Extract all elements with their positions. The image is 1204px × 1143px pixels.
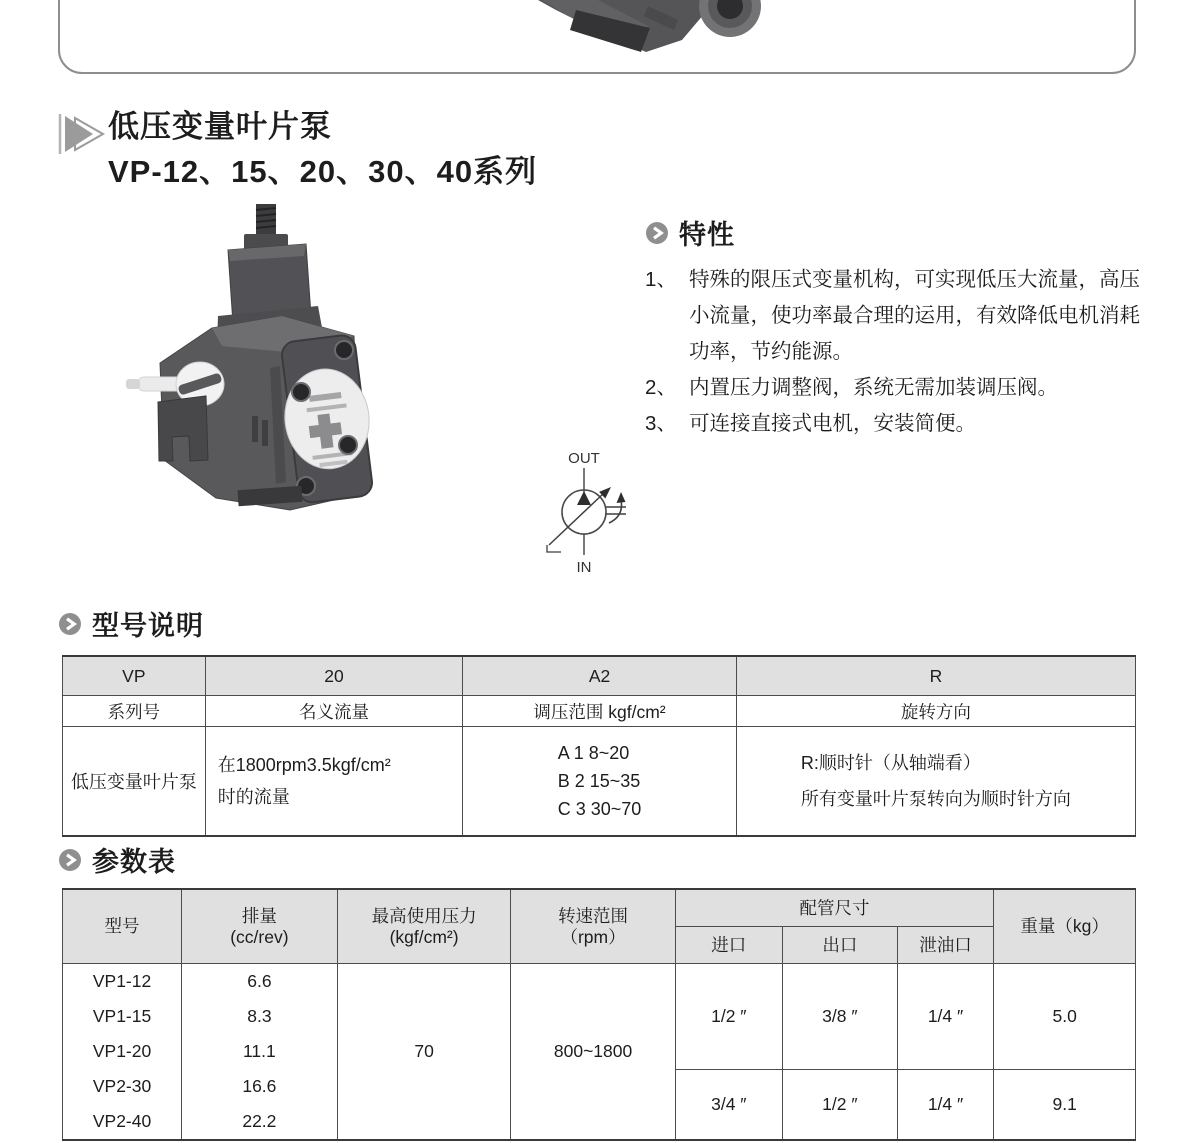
header-line: 最高使用压力 [371, 905, 477, 926]
drain-cell: 1/4 ″ [897, 964, 994, 1070]
weight-cell: 5.0 [994, 964, 1136, 1070]
feature-text: 内置压力调整阀，系统无需加装调压阀。 [689, 376, 1058, 399]
table-row [63, 696, 1136, 727]
features-list [645, 262, 1201, 442]
model-section-heading [58, 604, 204, 643]
model-cell: VP1-15 [63, 999, 182, 1034]
header-piping: 配管尺寸 [675, 889, 994, 927]
label-cell: 调压范围 kgf/cm² [463, 696, 737, 727]
features-heading-text: 特性 [679, 220, 735, 250]
model-code-table [62, 655, 1136, 837]
displacement-cell: 11.1 [182, 1034, 338, 1069]
feature-number: 2、 [645, 376, 677, 399]
symbol-in-label: IN [576, 559, 592, 576]
header-weight: 重量（kg） [994, 889, 1136, 964]
label-cell: 系列号 [63, 696, 206, 727]
title-block [58, 104, 537, 194]
rotation-line: R:顺时针（从轴端看） [800, 753, 981, 773]
model-cell: VP2-30 [63, 1069, 182, 1104]
table-row [63, 656, 1136, 696]
displacement-cell: 16.6 [182, 1069, 338, 1104]
model-cell: VP1-20 [63, 1034, 182, 1069]
double-arrow-icon [58, 112, 106, 156]
outlet-cell: 3/8 ″ [782, 964, 897, 1070]
feature-item [645, 406, 1201, 442]
series-value-cell: 低压变量叶片泵 [63, 727, 206, 837]
table-header-row [63, 889, 1136, 927]
header-line: 排量 [241, 905, 277, 926]
feature-number: 1、 [645, 268, 677, 291]
symbol-out-label: OUT [568, 450, 600, 467]
features-section [645, 213, 1201, 442]
drain-cell: 1/4 ″ [897, 1069, 994, 1140]
chevron-circle-icon [645, 221, 669, 245]
feature-number: 3、 [645, 412, 677, 435]
table-row [63, 727, 1136, 837]
code-cell: 20 [205, 656, 463, 696]
page-title-line1: 低压变量叶片泵 [108, 109, 332, 144]
chevron-circle-icon [58, 612, 82, 636]
label-cell: 旋转方向 [736, 696, 1135, 727]
speed-range-cell: 800~1800 [511, 964, 675, 1141]
pressure-option: B 2 15~35 [557, 771, 641, 791]
inlet-cell: 1/2 ″ [675, 964, 782, 1070]
header-max-pressure [337, 889, 511, 964]
weight-cell: 9.1 [994, 1069, 1136, 1140]
model-section-title: 型号说明 [92, 611, 204, 641]
feature-text: 特殊的限压式变量机构，可实现低压大流量，高压 [689, 268, 1140, 291]
param-section-title: 参数表 [92, 847, 176, 877]
code-cell: R [736, 656, 1135, 696]
label-cell: 名义流量 [205, 696, 463, 727]
feature-text: 可连接直接式电机，安装简便。 [689, 412, 976, 435]
model-cell: VP2-40 [63, 1104, 182, 1140]
displacement-cell: 6.6 [182, 964, 338, 1000]
feature-item [645, 262, 1201, 370]
feature-item [645, 370, 1201, 406]
flow-line: 时的流量 [217, 787, 290, 807]
rotation-line: 所有变量叶片泵转向为顺时针方向 [800, 789, 1071, 809]
header-displacement [182, 889, 338, 964]
inlet-cell: 3/4 ″ [675, 1069, 782, 1140]
code-cell: VP [63, 656, 206, 696]
header-line: 转速范围 [558, 905, 629, 926]
model-cell: VP1-12 [63, 964, 182, 1000]
code-cell: A2 [463, 656, 737, 696]
header-speed-range [511, 889, 675, 964]
header-inlet: 进口 [675, 927, 782, 964]
flow-line: 在1800rpm3.5kgf/cm² [217, 755, 391, 775]
header-model: 型号 [63, 889, 182, 964]
displacement-cell: 8.3 [182, 999, 338, 1034]
pressure-option: C 3 30~70 [557, 799, 642, 819]
pump-photo-cropped [528, 0, 768, 54]
max-pressure-cell: 70 [337, 964, 511, 1141]
feature-text: 功率，节约能源。 [689, 340, 853, 363]
header-drain: 泄油口 [897, 927, 994, 964]
displacement-cell: 22.2 [182, 1104, 338, 1140]
product-photo [120, 198, 520, 533]
feature-text: 小流量，使功率最合理的运用，有效降低电机消耗 [689, 304, 1140, 327]
parameter-table [62, 888, 1136, 1141]
page-title-line2: VP-12、15、20、30、40系列 [108, 154, 538, 189]
table-row [63, 964, 1136, 1000]
rotation-cell [736, 727, 1135, 837]
header-line: （rpm） [560, 926, 626, 947]
chevron-circle-icon [58, 848, 82, 872]
flow-cell [205, 727, 463, 837]
pressure-options-cell [463, 727, 737, 837]
pressure-option: A 1 8~20 [557, 743, 630, 763]
hydraulic-pump-symbol [533, 447, 673, 579]
header-outlet: 出口 [782, 927, 897, 964]
param-section-heading [58, 840, 176, 879]
outlet-cell: 1/2 ″ [782, 1069, 897, 1140]
features-heading [645, 213, 1201, 252]
hero-image-box [58, 0, 1136, 74]
header-line: (cc/rev) [230, 926, 289, 947]
header-line: (kgf/cm²) [389, 926, 459, 947]
